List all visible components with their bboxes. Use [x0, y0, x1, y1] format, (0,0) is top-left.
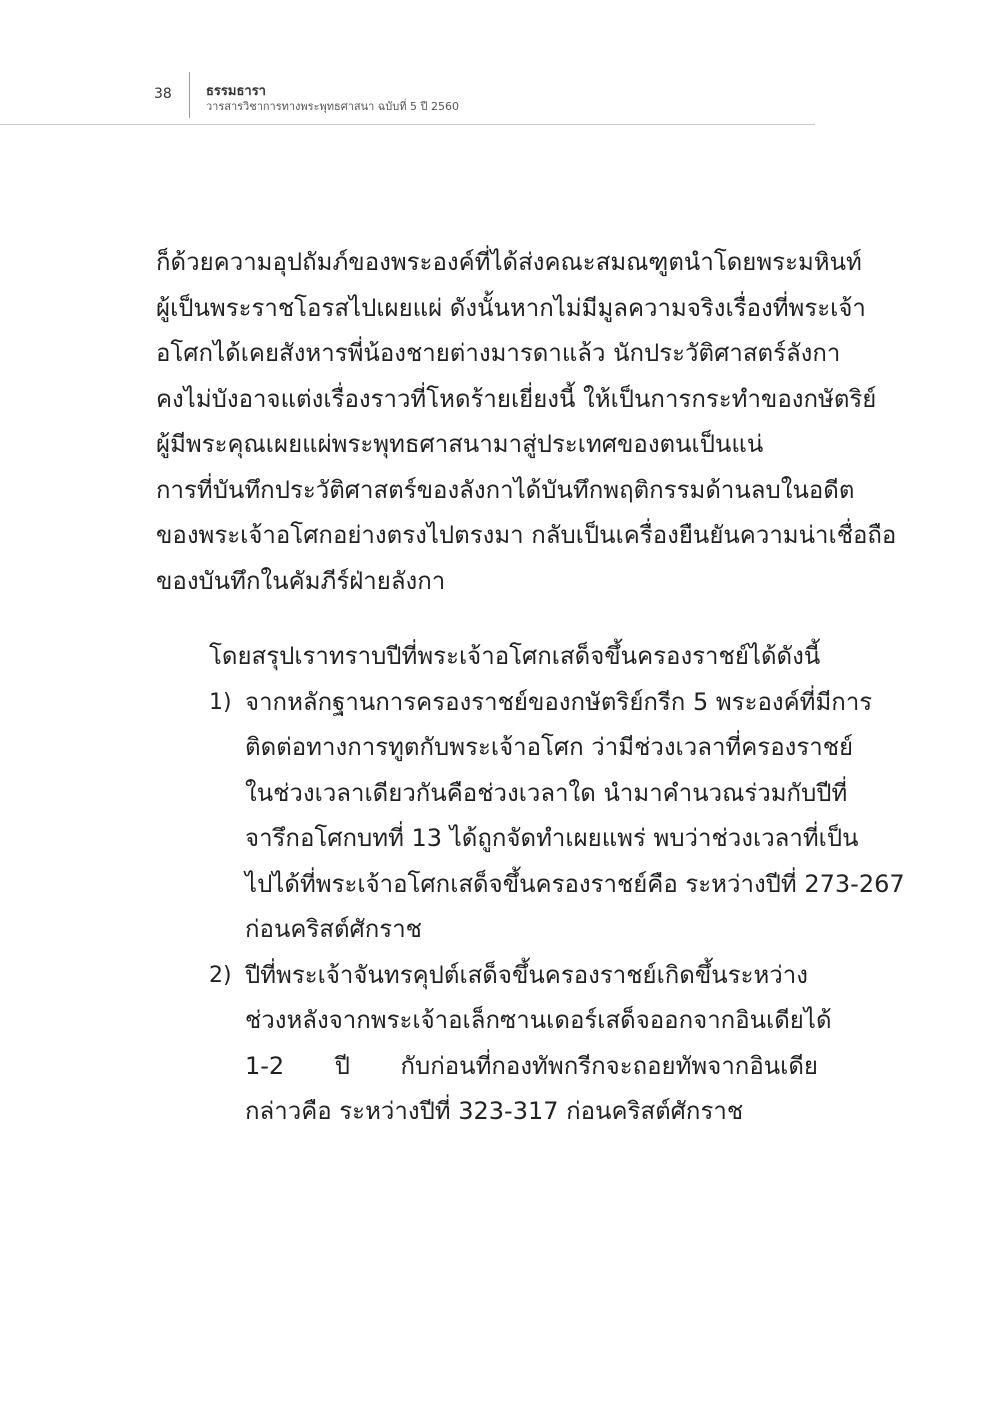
page-header — [0, 0, 1000, 125]
journal-subtitle: วารสารวิชาการทางพระพุทธศาสนา ฉบับที่ 5 ปี 2560 — [206, 100, 459, 113]
list-item-line: ในช่วงเวลาเดียวกันคือช่วงเวลาใด นำมาคำนวณร่วมกับปีที่ — [245, 778, 848, 807]
list-marker: 1) — [209, 689, 232, 715]
list-item-line: 1-2 ปี กับก่อนที่กองทัพกรีกจะถอยทัพจากอินเดีย — [245, 1051, 818, 1080]
paragraph-line: ผู้มีพระคุณเผยแผ่พระพุทธศาสนามาสู่ประเทศของตนเป็นแน่ — [156, 430, 764, 458]
list-item-line: ก่อนคริสต์ศักราช — [245, 915, 422, 943]
paragraph-line: ของบันทึกในคัมภีร์ฝ่ายลังกา — [156, 566, 446, 595]
list-item-line: ไปได้ที่พระเจ้าอโศกเสด็จขึ้นครองราชย์คือ ระหว่างปีที่ 273-267 — [245, 869, 905, 898]
body-text — [156, 240, 905, 1135]
journal-name: ธรรมธารา — [206, 84, 266, 99]
paragraph-line: อโศกได้เคยสังหารพี่น้องชายต่างมารดาแล้ว นักประวัติศาสตร์ลังกา — [156, 339, 841, 367]
list-item-line: ปีที่พระเจ้าจันทรคุปต์เสด็จขึ้นครองราชย์เกิดขึ้นระหว่าง — [245, 960, 808, 989]
paragraph — [156, 240, 897, 604]
list-item-line: ติดต่อทางการทูตกับพระเจ้าอโศก ว่ามีช่วงเวลาที่ครองราชย์ — [245, 733, 854, 761]
list-item — [156, 953, 832, 1135]
list-item-line: กล่าวคือ ระหว่างปีที่ 323-317 ก่อนคริสต์ศักราช — [245, 1097, 744, 1125]
paragraph-line: ผู้เป็นพระราชโอรสไปเผยแผ่ ดังนั้นหากไม่มีมูลความจริงเรื่องที่พระเจ้า — [156, 293, 866, 322]
list-item — [156, 680, 905, 953]
list-item-line: จารึกอโศกบทที่ 13 ได้ถูกจัดทำเผยแพร่ พบว่าช่วงเวลาที่เป็น — [245, 824, 859, 852]
paragraph-line: คงไม่บังอาจแต่งเรื่องราวที่โหดร้ายเยี่ยงนี้ ให้เป็นการกระทำของกษัตริย์ — [156, 384, 877, 413]
paragraph-line: ก็ด้วยความอุปถัมภ์ของพระองค์ที่ได้ส่งคณะสมณฑูตนำโดยพระมหินท์ — [156, 248, 862, 276]
list-marker: 2) — [209, 962, 232, 988]
paragraph-line: ของพระเจ้าอโศกอย่างตรงไปตรงมา กลับเป็นเครื่องยืนยันความน่าเชื่อถือ — [156, 521, 897, 549]
header-rule — [0, 124, 815, 125]
paragraph-line: การที่บันทึกประวัติศาสตร์ของลังกาได้บันทึกพฤติกรรมด้านลบในอดีต — [156, 475, 855, 504]
header-divider — [189, 72, 190, 118]
list-item-line: ช่วงหลังจากพระเจ้าอเล็กซานเดอร์เสด็จออกจากอินเดียได้ — [245, 1006, 832, 1034]
summary-intro: โดยสรุปเราทราบปีที่พระเจ้าอโศกเสด็จขึ้นครองราชย์ได้ดังนี้ — [209, 642, 821, 670]
page-number: 38 — [154, 86, 172, 102]
list-item-line: จากหลักฐานการครองราชย์ของกษัตริย์กรีก 5 พระองค์ที่มีการ — [245, 687, 873, 716]
